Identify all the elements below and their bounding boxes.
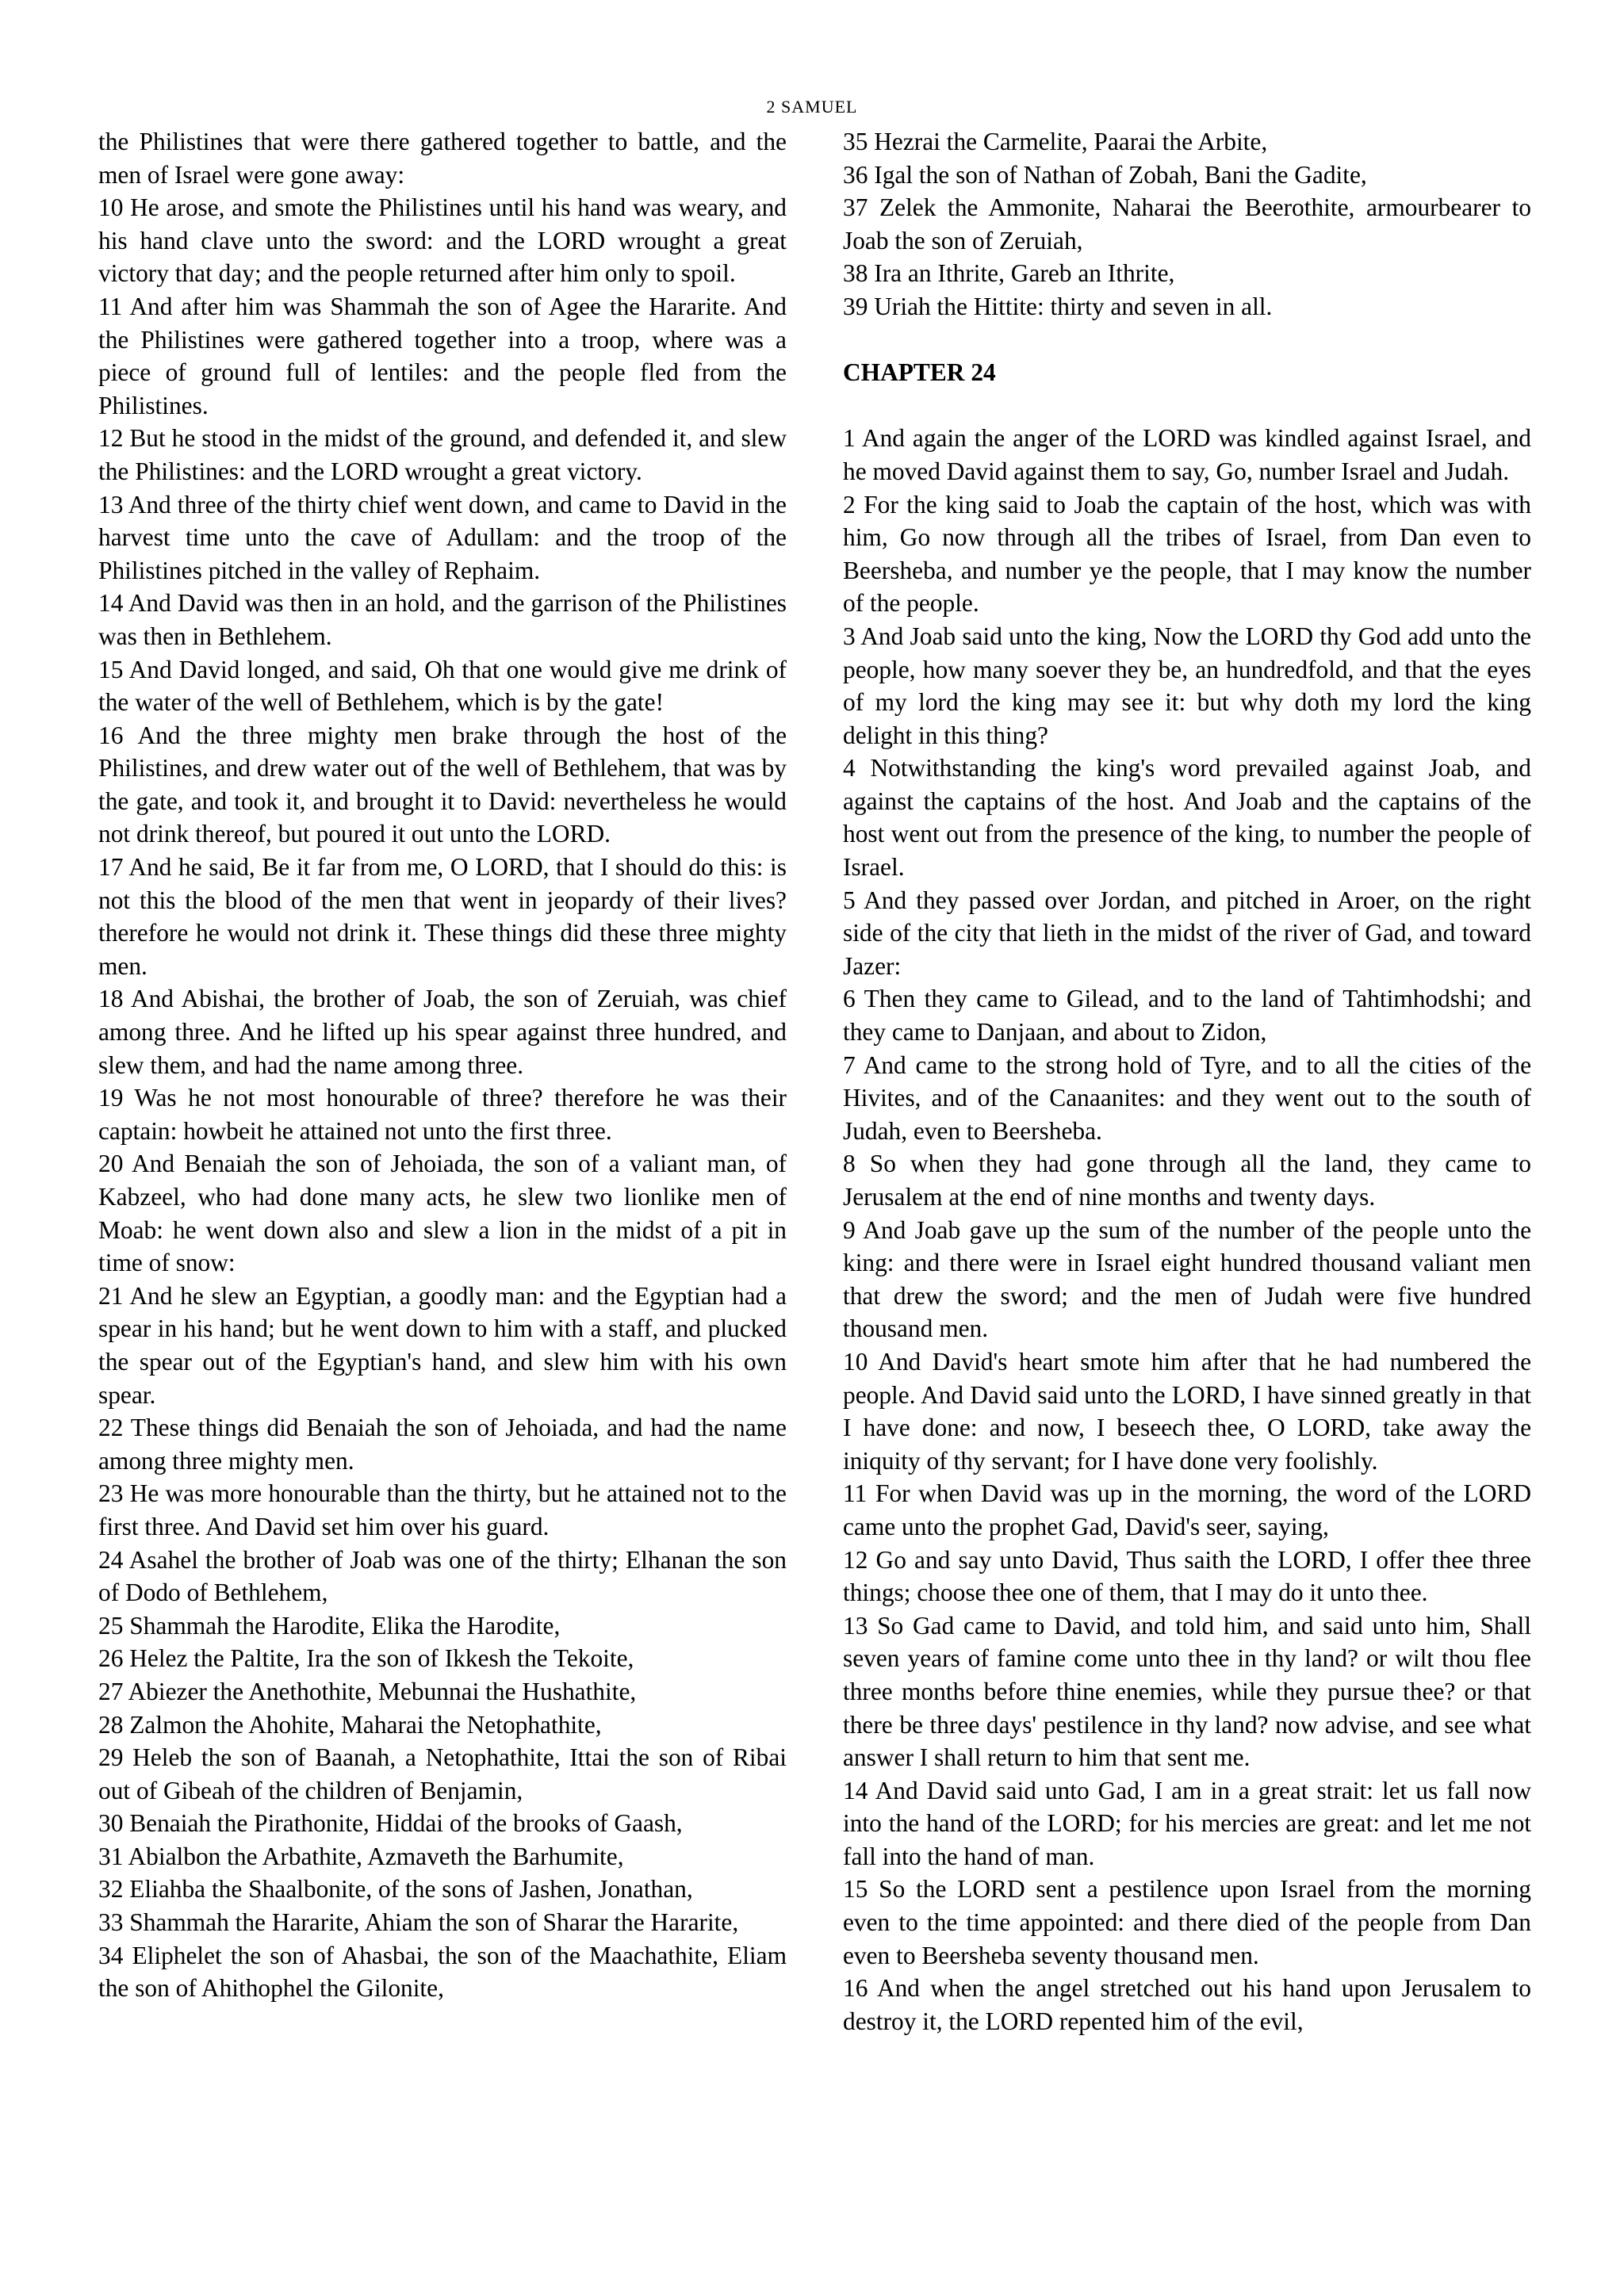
verse: 15 And David longed, and said, Oh that one would give me drink of the water of the well of Bethlehem, which is by the gate! [98, 655, 787, 717]
verse: 39 Uriah the Hittite: thirty and seven in all. [843, 292, 1273, 320]
verse: 2 For the king said to Joab the captain of the host, which was with him, Go now through all the tribes of Israel, from Dan even to Beersheba, and number ye the people, that I may know the number of the people. [843, 490, 1531, 618]
running-header: 2 SAMUEL [766, 97, 858, 117]
verse: 10 He arose, and smote the Philistines until his hand was weary, and his hand clave unto the sword: and the LORD wrought a great victory that day; and the people returned after him only to spoil. [98, 193, 787, 288]
verse: 19 Was he not most honourable of three? therefore he was their captain: howbeit he attained not unto the first three. [98, 1084, 787, 1145]
verse: 5 And they passed over Jordan, and pitched in Aroer, on the right side of the city that lieth in the midst of the river of Gad, and toward Jazer: [843, 886, 1531, 980]
left-column [98, 125, 787, 2005]
verse: 36 Igal the son of Nathan of Zobah, Bani the Gadite, [843, 160, 1367, 189]
verse: 16 And when the angel stretched out his hand upon Jerusalem to destroy it, the LORD repented him of the evil, [843, 1974, 1531, 2035]
verse: 21 And he slew an Egyptian, a goodly man: and the Egyptian had a spear in his hand; but he went down to him with a staff, and plucked the spear out of the Egyptian's hand, and slew him with his own spear. [98, 1281, 787, 1409]
verse: 10 And David's heart smote him after that he had numbered the people. And David said unto the LORD, I have sinned greatly in that I have done: and now, I beseech thee, O LORD, take away the iniquity of thy servant; for I have done very foolishly. [843, 1347, 1531, 1475]
verse: 11 For when David was up in the morning, the word of the LORD came unto the prophet Gad, David's seer, saying, [843, 1479, 1531, 1540]
verse: 32 Eliahba the Shaalbonite, of the sons of Jashen, Jonathan, [98, 1875, 693, 1904]
verse: 8 So when they had gone through all the land, they came to Jerusalem at the end of nine months and twenty days. [843, 1150, 1531, 1211]
verse: 33 Shammah the Hararite, Ahiam the son of Sharar the Hararite, [98, 1908, 739, 1937]
verse: 29 Heleb the son of Baanah, a Netophathite, Ittai the son of Ribai out of Gibeah of the children of Benjamin, [98, 1743, 787, 1804]
verse: 12 But he stood in the midst of the ground, and defended it, and slew the Philistines: and the LORD wrought a great victory. [98, 424, 787, 485]
verse: 9 And Joab gave up the sum of the number of the people unto the king: and there were in Israel eight hundred thousand valiant men that drew the sword; and the men of Judah were five hundred thousand men. [843, 1215, 1531, 1343]
verse: 4 Notwithstanding the king's word prevailed against Joab, and against the captains of the host. And Joab and the captains of the host went out from the presence of the king, to number the people of Israel. [843, 754, 1531, 882]
verse: 11 And after him was Shammah the son of Agee the Hararite. And the Philistines were gathered together into a troop, where was a piece of ground full of lentiles: and the people fled from the Philistines. [98, 292, 787, 419]
verse: 14 And David said unto Gad, I am in a great strait: let us fall now into the hand of the LORD; for his mercies are great: and let me not fall into the hand of man. [843, 1776, 1531, 1870]
verse: 15 So the LORD sent a pestilence upon Israel from the morning even to the time appointed: and there died of the people from Dan even to Beersheba seventy thousand men. [843, 1875, 1531, 1969]
verse: 1 And again the anger of the LORD was kindled against Israel, and he moved David against them to say, Go, number Israel and Judah. [843, 424, 1531, 485]
verse: 27 Abiezer the Anethothite, Mebunnai the Hushathite, [98, 1677, 637, 1705]
verse: 23 He was more honourable than the thirty, but he attained not to the first three. And David set him over his guard. [98, 1479, 787, 1540]
right-column [843, 125, 1531, 2038]
verse: 16 And the three mighty men brake through the host of the Philistines, and drew water out of the well of Bethlehem, that was by the gate, and took it, and brought it to David: nevertheless he would not drink thereof, but poured it out unto the LORD. [98, 721, 787, 848]
verse: 30 Benaiah the Pirathonite, Hiddai of the brooks of Gaash, [98, 1809, 683, 1838]
verse: 34 Eliphelet the son of Ahasbai, the son of the Maachathite, Eliam the son of Ahithophel the Gilonite, [98, 1941, 787, 2003]
verse: 24 Asahel the brother of Joab was one of the thirty; Elhanan the son of Dodo of Bethlehem, [98, 1545, 787, 1607]
verse: 13 So Gad came to David, and told him, and said unto him, Shall seven years of famine come unto thee in thy land? or wilt thou flee three months before thine enemies, while they pursue thee? or that there be three days' pestilence in thy land? now advise, and see what answer I shall return to him that sent me. [843, 1611, 1531, 1772]
verse: 26 Helez the Paltite, Ira the son of Ikkesh the Tekoite, [98, 1644, 634, 1673]
verse: 20 And Benaiah the son of Jehoiada, the son of a valiant man, of Kabzeel, who had done many acts, he slew two lionlike men of Moab: he went down also and slew a lion in the midst of a pit in time of snow: [98, 1150, 787, 1277]
verse: 14 And David was then in an hold, and the garrison of the Philistines was then in Bethlehem. [98, 589, 787, 650]
verse: 3 And Joab said unto the king, Now the LORD thy God add unto the people, how many soever they be, an hundredfold, and that the eyes of my lord the king may see it: but why doth my lord the king delight in this thing? [843, 622, 1531, 749]
verse: 6 Then they came to Gilead, and to the land of Tahtimhodshi; and they came to Danjaan, and about to Zidon, [843, 985, 1531, 1047]
verse: 18 And Abishai, the brother of Joab, the son of Zeruiah, was chief among three. And he lifted up his spear against three hundred, and slew them, and had the name among three. [98, 985, 787, 1079]
verse: 17 And he said, Be it far from me, O LORD, that I should do this: is not this the blood of the men that went in jeopardy of their lives? therefore he would not drink it. These things did these three mighty men. [98, 853, 787, 980]
verse: 28 Zalmon the Ahohite, Maharai the Netophathite, [98, 1710, 602, 1739]
verse: 13 And three of the thirty chief went down, and came to David in the harvest time unto the cave of Adullam: and the troop of the Philistines pitched in the valley of Rephaim. [98, 490, 787, 584]
verse: the Philistines that were there gathered together to battle, and the men of Israel were gone away: [98, 128, 787, 189]
verse: 38 Ira an Ithrite, Gareb an Ithrite, [843, 259, 1175, 288]
verse: 25 Shammah the Harodite, Elika the Harodite, [98, 1611, 561, 1640]
verse: 12 Go and say unto David, Thus saith the LORD, I offer thee three things; choose thee one of them, that I may do it unto thee. [843, 1545, 1531, 1607]
verse: 35 Hezrai the Carmelite, Paarai the Arbite, [843, 128, 1268, 155]
verse: 37 Zelek the Ammonite, Naharai the Beerothite, armourbearer to Joab the son of Zeruiah, [843, 193, 1531, 254]
verse: 22 These things did Benaiah the son of Jehoiada, and had the name among three mighty men. [98, 1414, 787, 1475]
chapter-heading: CHAPTER 24 [843, 358, 996, 387]
verse: 31 Abialbon the Arbathite, Azmaveth the Barhumite, [98, 1842, 624, 1870]
verse: 7 And came to the strong hold of Tyre, and to all the cities of the Hivites, and of the Canaanites: and they went out to the south of Judah, even to Beersheba. [843, 1050, 1531, 1145]
